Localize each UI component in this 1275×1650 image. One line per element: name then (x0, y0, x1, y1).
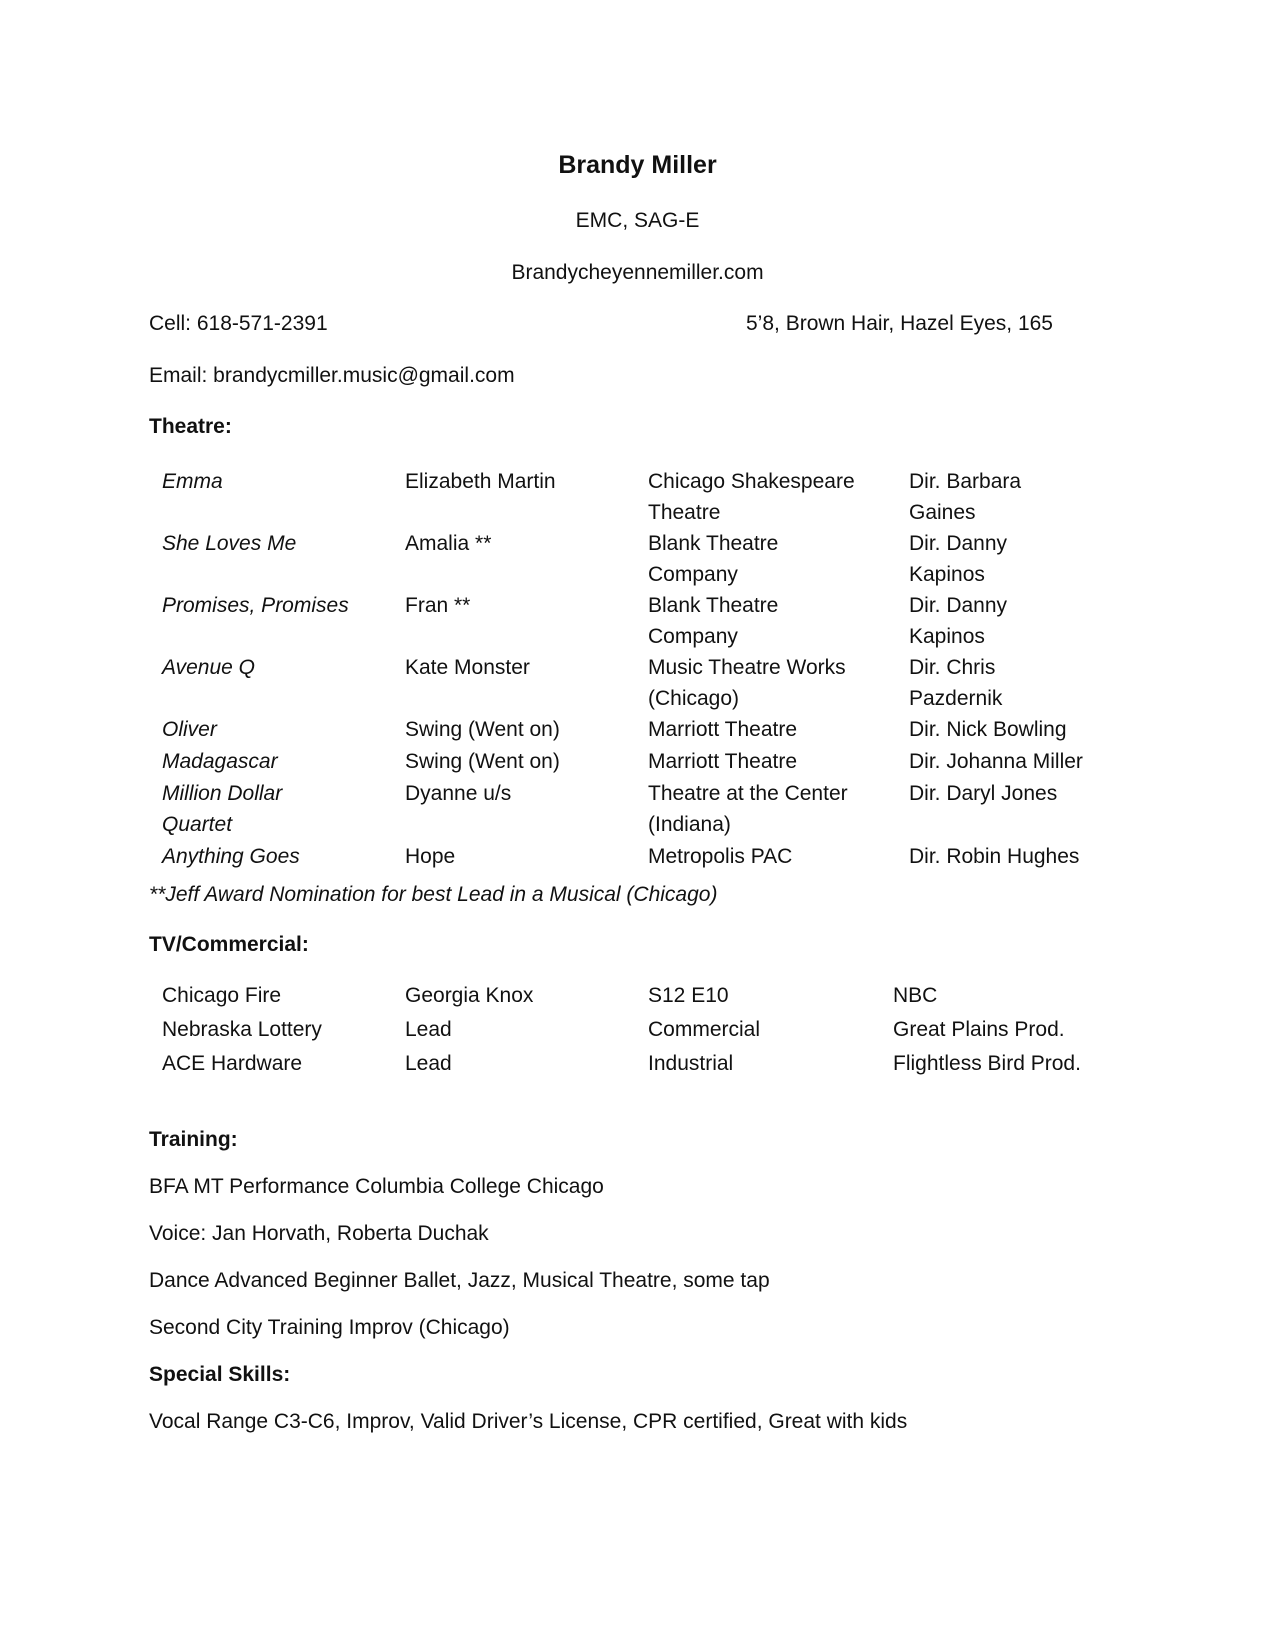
theatre-show: Avenue Q (162, 656, 256, 679)
theatre-venue: Music Theatre Works (648, 656, 846, 679)
theatre-show: Anything Goes (162, 845, 300, 868)
theatre-director: Dir. Danny (909, 594, 1008, 617)
website-text: Brandycheyennemiller.com (511, 261, 764, 284)
theatre-director-cont: Kapinos (909, 563, 985, 586)
theatre-director: Dir. Danny (909, 532, 1008, 555)
theatre-venue: Theatre at the Center (648, 782, 848, 805)
theatre-venue: Blank Theatre (648, 532, 779, 555)
resume-name: Brandy Miller (558, 151, 717, 179)
tv-title: Nebraska Lottery (162, 1018, 322, 1041)
theatre-role: Swing (Went on) (405, 718, 560, 741)
tv-type: Industrial (648, 1052, 734, 1075)
training-line: Dance Advanced Beginner Ballet, Jazz, Musical Theatre, some tap (149, 1269, 770, 1292)
theatre-footnote: **Jeff Award Nomination for best Lead in a Musical (Chicago) (149, 883, 718, 906)
theatre-venue-cont: Company (648, 625, 738, 648)
theatre-director: Dir. Nick Bowling (909, 718, 1067, 741)
tv-company: Flightless Bird Prod. (893, 1052, 1081, 1075)
tv-role: Georgia Knox (405, 984, 534, 1007)
theatre-director: Dir. Robin Hughes (909, 845, 1080, 868)
union-status: EMC, SAG-E (575, 209, 700, 232)
theatre-venue: Metropolis PAC (648, 845, 793, 868)
theatre-venue-cont: Theatre (648, 501, 721, 524)
theatre-director: Dir. Daryl Jones (909, 782, 1058, 805)
theatre-director: Dir. Barbara (909, 470, 1022, 493)
training-line: BFA MT Performance Columbia College Chicago (149, 1175, 604, 1198)
theatre-show: Promises, Promises (162, 594, 349, 617)
tv-company: Great Plains Prod. (893, 1018, 1065, 1041)
theatre-role: Hope (405, 845, 456, 868)
theatre-venue: Blank Theatre (648, 594, 779, 617)
theatre-role: Amalia ** (405, 532, 492, 555)
theatre-heading: Theatre: (149, 415, 232, 438)
tv-role: Lead (405, 1018, 452, 1041)
theatre-show: Million Dollar (162, 782, 283, 805)
theatre-role: Swing (Went on) (405, 750, 560, 773)
tv-company: NBC (893, 984, 938, 1007)
theatre-venue-cont: (Chicago) (648, 687, 740, 710)
theatre-show: Oliver (162, 718, 217, 741)
theatre-director-cont: Gaines (909, 501, 976, 524)
tv-title: ACE Hardware (162, 1052, 303, 1075)
theatre-venue-cont: Company (648, 563, 738, 586)
tv-type: Commercial (648, 1018, 761, 1041)
special-skills-text: Vocal Range C3-C6, Improv, Valid Driver’s License, CPR certified, Great with kids (149, 1410, 908, 1433)
theatre-venue: Marriott Theatre (648, 718, 797, 741)
theatre-director-cont: Kapinos (909, 625, 985, 648)
theatre-role: Elizabeth Martin (405, 470, 556, 493)
training-heading: Training: (149, 1128, 238, 1151)
physical-stats: 5’8, Brown Hair, Hazel Eyes, 165 (746, 312, 1053, 335)
theatre-venue: Marriott Theatre (648, 750, 797, 773)
theatre-venue: Chicago Shakespeare (648, 470, 855, 493)
theatre-director: Dir. Johanna Miller (909, 750, 1083, 773)
training-line: Second City Training Improv (Chicago) (149, 1316, 510, 1339)
theatre-director: Dir. Chris (909, 656, 996, 679)
theatre-venue-cont: (Indiana) (648, 813, 731, 836)
tv-role: Lead (405, 1052, 452, 1075)
theatre-role: Kate Monster (405, 656, 530, 679)
tv-commercial-heading: TV/Commercial: (149, 933, 309, 956)
tv-type: S12 E10 (648, 984, 729, 1007)
training-line: Voice: Jan Horvath, Roberta Duchak (149, 1222, 489, 1245)
theatre-role: Dyanne u/s (405, 782, 512, 805)
cell-phone: Cell: 618-571-2391 (149, 312, 328, 335)
theatre-show: Madagascar (162, 750, 278, 773)
special-skills-heading: Special Skills: (149, 1363, 291, 1386)
theatre-director-cont: Pazdernik (909, 687, 1003, 710)
theatre-show-cont: Quartet (162, 813, 233, 836)
theatre-role: Fran ** (405, 594, 471, 617)
theatre-show: She Loves Me (162, 532, 297, 555)
email-text: Email: brandycmiller.music@gmail.com (149, 364, 515, 387)
theatre-show: Emma (162, 470, 223, 493)
tv-title: Chicago Fire (162, 984, 282, 1007)
